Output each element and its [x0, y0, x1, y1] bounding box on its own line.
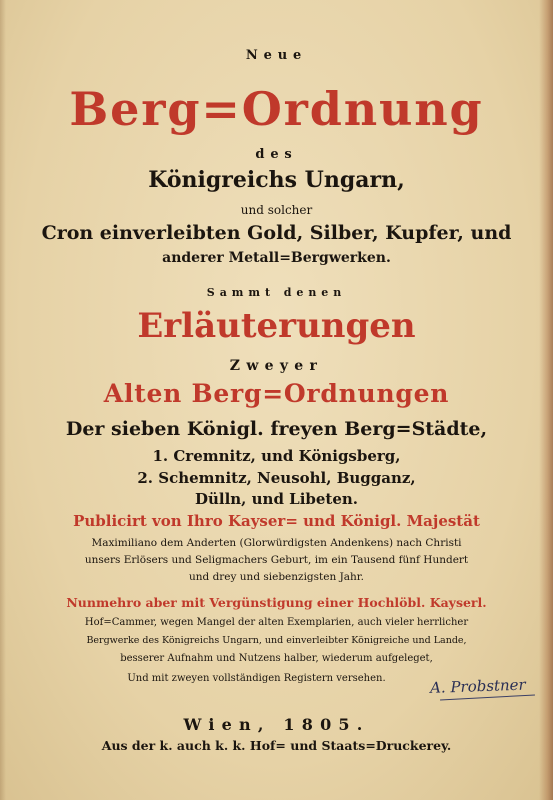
line-duelln: Dülln, und Libeten. — [194, 490, 359, 508]
line-publicirt: Publicirt von Ihro Kayser= und Königl. Majestät — [73, 512, 480, 530]
line-registern: Und mit zweyen vollständigen Registern versehen. — [127, 673, 386, 684]
line-besserer-aufnahm: besserer Aufnahm und Nutzens halber, wiederum aufgeleget, — [120, 653, 433, 664]
line-schemnitz: 2. Schemnitz, Neusohl, Bugganz, — [137, 469, 416, 487]
line-hof-cammer: Hof=Cammer, wegen Mangel der alten Exemplarien, auch vieler herrlicher — [84, 617, 469, 628]
line-cremnitz: 1. Cremnitz, und Königsberg, — [152, 447, 401, 465]
line-druckerey: Aus der k. auch k. k. Hof= und Staats=Druckerey. — [101, 738, 452, 753]
line-bergwerke: Bergwerke des Königreichs Ungarn, und einverleibter Königreiche und Lande, — [86, 635, 467, 646]
line-und-solcher: und solcher — [240, 203, 313, 217]
line-koenigreichs-ungarn: Königreichs Ungarn, — [148, 167, 405, 193]
line-unsers-erloesers: unsers Erlösers und Seligmachers Geburt, im ein Tausend fünf Hundert — [84, 554, 469, 566]
line-wien-1805: Wien, 1805. — [183, 715, 370, 734]
line-nunmehro: Nunmehro aber mit Vergünstigung einer Hochlöbl. Kayserl. — [66, 595, 487, 610]
line-cron-einverleibten: Cron einverleibten Gold, Silber, Kupfer, und — [41, 222, 512, 244]
handwritten-signature: A. Probstner — [429, 675, 526, 697]
line-anderer-metall: anderer Metall=Bergwerken. — [162, 250, 391, 266]
line-des: des — [255, 147, 298, 162]
line-drey-siebenzigsten: und drey und siebenzigsten Jahr. — [188, 571, 365, 583]
line-maximiliano: Maximiliano dem Anderten (Glorwürdigsten Andenkens) nach Christi — [91, 537, 462, 549]
line-alten-berg-ordnungen: Alten Berg=Ordnungen — [103, 379, 450, 408]
line-zweyer: Zweyer — [229, 358, 324, 374]
line-sammt-denen: Sammt denen — [206, 286, 347, 299]
line-neue: Neue — [245, 48, 308, 63]
main-title-berg-ordnung: Berg=Ordnung — [69, 82, 484, 136]
line-sieben-koenigl: Der sieben Königl. freyen Berg=Städte, — [65, 418, 488, 440]
line-erlaeuterungen: Erläuterungen — [137, 306, 416, 346]
